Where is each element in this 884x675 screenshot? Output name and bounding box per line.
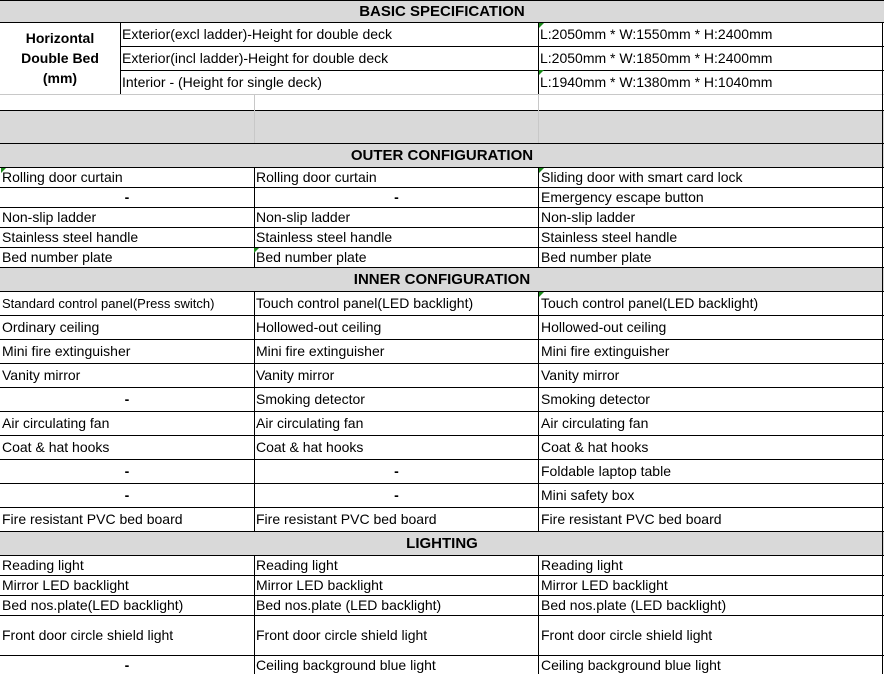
grid-line (0, 531, 884, 532)
grid-line (0, 363, 884, 364)
grid-line (0, 207, 884, 208)
table-cell: Non-slip ladder (541, 209, 636, 225)
model-label-line: Double Bed (21, 50, 99, 66)
table-cell: Mini fire extinguisher (2, 343, 131, 359)
table-row (0, 247, 884, 267)
table-cell: Ordinary ceiling (2, 319, 100, 335)
basic-spec-row (0, 70, 884, 94)
grid-line (0, 655, 884, 656)
table-cell: Emergency escape button (541, 189, 704, 205)
grid-line (0, 0, 884, 1)
table-row (0, 575, 884, 595)
table-cell: Stainless steel handle (256, 229, 393, 245)
table-cell: Vanity mirror (2, 367, 81, 383)
table-cell: Hollowed-out ceiling (256, 319, 382, 335)
grid-line (538, 167, 539, 267)
table-cell: Air circulating fan (541, 415, 649, 431)
table-row (0, 207, 884, 227)
cell-note-marker (539, 168, 544, 173)
table-cell: Air circulating fan (256, 415, 364, 431)
grid-line (538, 555, 539, 674)
table-cell: Air circulating fan (2, 415, 110, 431)
table-cell: Bed nos.plate (LED backlight) (256, 597, 442, 613)
table-cell: Bed number plate (2, 249, 113, 265)
table-cell: Foldable laptop table (541, 463, 671, 479)
spec-value: L:2050mm * W:1850mm * H:2400mm (540, 50, 773, 66)
table-cell: - (124, 657, 130, 673)
cell-note-marker (539, 292, 544, 297)
table-cell: - (124, 463, 130, 479)
grid-line (0, 267, 884, 268)
table-cell: Reading light (2, 557, 84, 573)
table-row (0, 167, 884, 187)
spec-label: Exterior(excl ladder)-Height for double deck (122, 26, 393, 42)
table-cell: Rolling door curtain (2, 169, 123, 185)
table-row (0, 363, 884, 387)
table-row (0, 315, 884, 339)
grid-line (0, 387, 884, 388)
table-cell: - (124, 189, 130, 205)
grid-line (120, 22, 121, 94)
grid-line (254, 291, 255, 531)
table-cell: Bed nos.plate(LED backlight) (2, 597, 184, 613)
grid-line (254, 555, 255, 674)
section-header-inner (0, 267, 884, 291)
table-cell: Ceiling background blue light (541, 657, 721, 673)
table-cell: Mirror LED backlight (2, 577, 129, 593)
cell-note-marker (539, 23, 544, 28)
grid-line (0, 339, 884, 340)
table-cell: Mini safety box (541, 487, 635, 503)
section-title: LIGHTING (406, 534, 478, 552)
spec-value: L:2050mm * W:1550mm * H:2400mm (540, 26, 773, 42)
grid-line (0, 459, 884, 460)
table-cell: Coat & hat hooks (541, 439, 649, 455)
grid-line (538, 94, 539, 111)
grid-line (0, 615, 884, 616)
grid-line (0, 22, 884, 23)
grid-line (120, 70, 884, 71)
cell-note-marker (539, 70, 544, 75)
table-cell: Vanity mirror (541, 367, 620, 383)
grid-line (254, 94, 255, 111)
table-cell: Fire resistant PVC bed board (256, 511, 437, 527)
table-row (0, 387, 884, 411)
table-cell: Stainless steel handle (541, 229, 678, 245)
table-cell: Front door circle shield light (541, 627, 713, 643)
table-cell: Reading light (256, 557, 338, 573)
table-row (0, 655, 884, 675)
table-row (0, 291, 884, 315)
table-cell: Bed nos.plate (LED backlight) (541, 597, 727, 613)
grid-line (0, 555, 884, 556)
cell-note-marker (254, 248, 259, 253)
table-cell: Mirror LED backlight (541, 577, 668, 593)
table-cell: Stainless steel handle (2, 229, 139, 245)
grid-line (0, 411, 884, 412)
table-cell: Front door circle shield light (2, 627, 174, 643)
table-row (0, 459, 884, 483)
grid-line (0, 507, 884, 508)
grid-line (0, 483, 884, 484)
table-cell: Touch control panel(LED backlight) (256, 295, 474, 311)
section-title: INNER CONFIGURATION (353, 270, 531, 288)
grid-line (0, 291, 884, 292)
grid-line (0, 167, 884, 168)
grid-line (538, 291, 539, 531)
grid-line (0, 110, 884, 111)
table-cell: Smoking detector (541, 391, 650, 407)
table-cell: - (394, 463, 399, 479)
table-row (0, 411, 884, 435)
spec-label: Exterior(incl ladder)-Height for double deck (122, 50, 389, 66)
section-header-basic (0, 0, 884, 22)
table-cell: Mini fire extinguisher (256, 343, 385, 359)
grid-line (538, 111, 539, 143)
grid-line (0, 227, 884, 228)
table-cell: Fire resistant PVC bed board (541, 511, 722, 527)
table-cell: - (394, 189, 399, 205)
table-row (0, 339, 884, 363)
table-cell: Hollowed-out ceiling (541, 319, 667, 335)
table-row (0, 595, 884, 615)
grid-line (254, 111, 255, 143)
table-row (0, 187, 884, 207)
table-row (0, 507, 884, 531)
cell-note-marker (1, 168, 6, 173)
table-row (0, 555, 884, 575)
table-cell: Bed number plate (256, 249, 367, 265)
section-title: BASIC SPECIFICATION (359, 2, 525, 20)
section-header-outer (0, 143, 884, 167)
spacer-band (0, 111, 884, 143)
grid-line (0, 143, 884, 144)
table-cell: Coat & hat hooks (256, 439, 364, 455)
grid-line (0, 435, 884, 436)
table-cell: Standard control panel(Press switch) (2, 295, 215, 311)
table-cell: Non-slip ladder (256, 209, 351, 225)
table-cell: Fire resistant PVC bed board (2, 511, 183, 527)
model-label-line: (mm) (42, 70, 78, 86)
section-title: OUTER CONFIGURATION (350, 146, 534, 164)
table-cell: Mini fire extinguisher (541, 343, 670, 359)
table-cell: Smoking detector (256, 391, 365, 407)
table-row (0, 227, 884, 247)
grid-line (0, 315, 884, 316)
table-cell: Reading light (541, 557, 623, 573)
table-cell: Rolling door curtain (256, 169, 377, 185)
table-cell: - (124, 391, 130, 407)
table-cell: Bed number plate (541, 249, 652, 265)
spec-value: L:1940mm * W:1380mm * H:1040mm (540, 74, 773, 90)
grid-line (0, 595, 884, 596)
basic-spec-row (0, 46, 884, 70)
grid-line (120, 46, 884, 47)
grid-line (882, 22, 883, 674)
table-cell: Mirror LED backlight (256, 577, 383, 593)
section-header-lighting (0, 531, 884, 555)
spec-label: Interior - (Height for single deck) (122, 74, 322, 90)
table-cell: Ceiling background blue light (256, 657, 436, 673)
grid-line (0, 94, 884, 95)
table-cell: Vanity mirror (256, 367, 335, 383)
table-cell: Coat & hat hooks (2, 439, 110, 455)
grid-line (538, 22, 539, 94)
table-row (0, 483, 884, 507)
table-cell: - (394, 487, 399, 503)
table-cell: - (124, 487, 130, 503)
table-cell: Touch control panel(LED backlight) (541, 295, 759, 311)
grid-line (0, 575, 884, 576)
table-cell: Front door circle shield light (256, 627, 428, 643)
basic-spec-row (0, 22, 884, 46)
model-label-line: Horizontal (25, 30, 95, 46)
table-row (0, 435, 884, 459)
grid-line (0, 187, 884, 188)
table-cell: Sliding door with smart card lock (541, 169, 743, 185)
table-cell: Non-slip ladder (2, 209, 97, 225)
grid-line (0, 247, 884, 248)
table-row (0, 615, 884, 655)
